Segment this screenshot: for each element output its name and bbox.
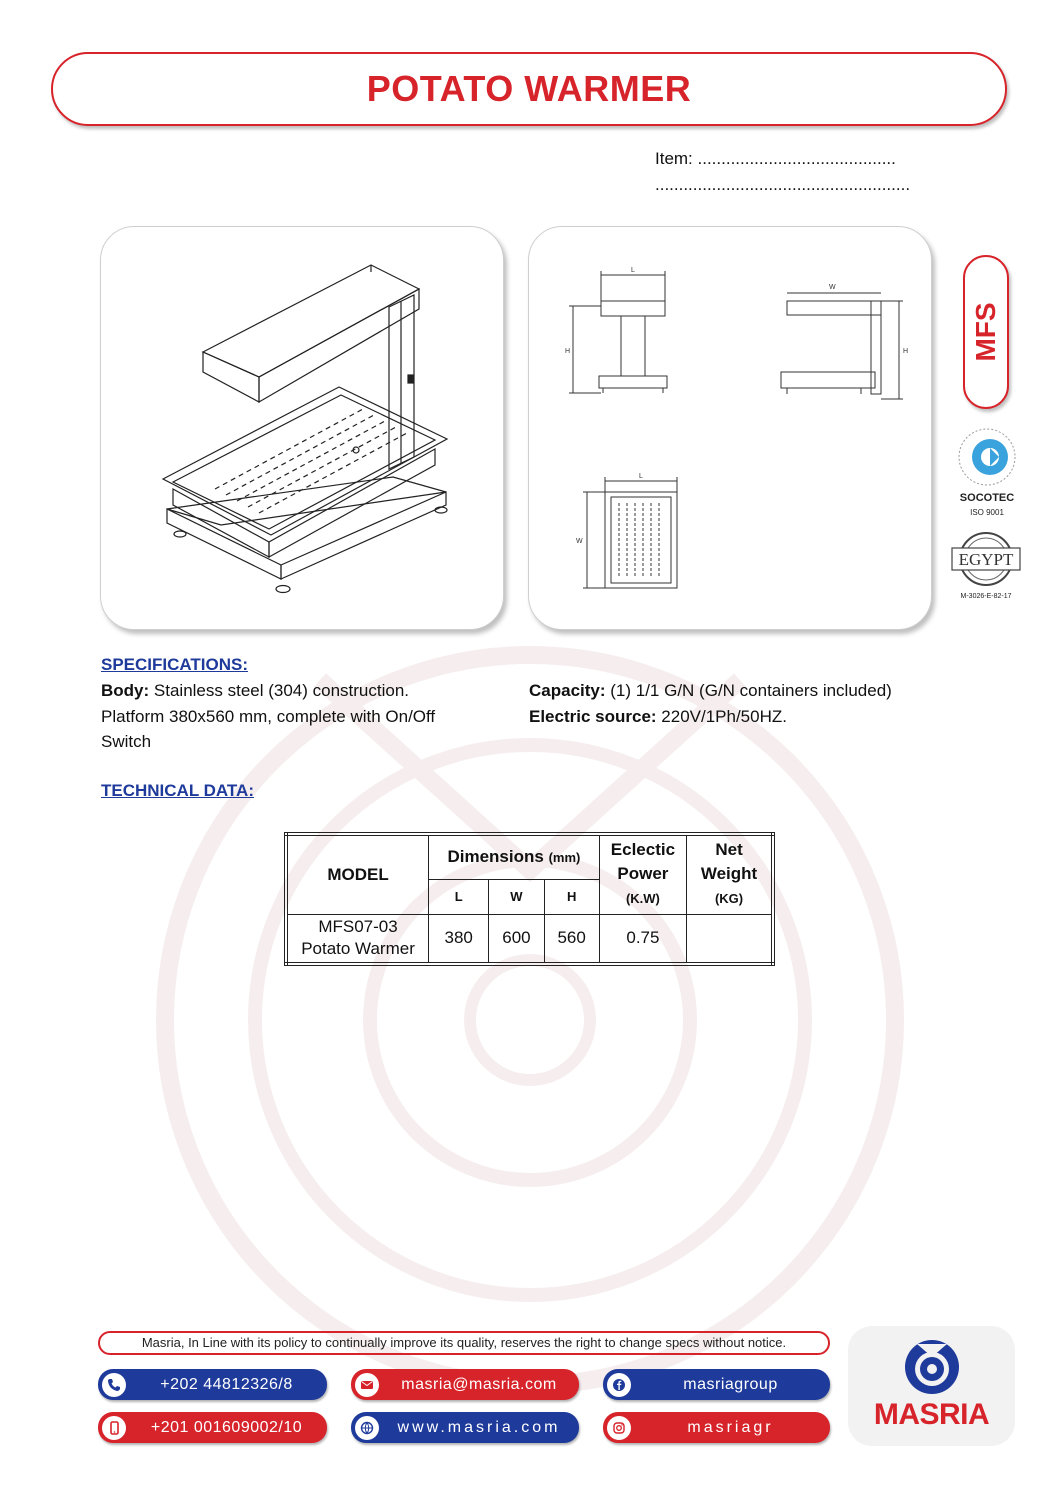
socotec-icon — [950, 425, 1024, 487]
item-field: Item: .......................................... — [655, 149, 896, 168]
page-title: POTATO WARMER — [366, 68, 692, 109]
capacity-label: Capacity: — [529, 681, 606, 700]
body-spec — [101, 678, 521, 755]
globe-icon — [355, 1416, 379, 1440]
item-field-continuation: ...................................................... — [655, 175, 911, 194]
egypt-label: EGYPT — [958, 550, 1014, 569]
potato-warmer-illustration — [101, 227, 505, 631]
email-address: masria@masria.com — [401, 1375, 557, 1393]
length-cell: 380 — [429, 914, 489, 964]
capacity-text: (1) 1/1 G/N (G/N containers included) — [605, 681, 892, 700]
col-dimensions: Dimensions (mm) — [429, 834, 600, 879]
instagram-icon — [607, 1416, 631, 1440]
col-l: L — [429, 879, 489, 914]
dim-label-w-side: W — [829, 284, 836, 291]
weight-cell — [687, 914, 773, 964]
col-model: MODEL — [286, 834, 429, 914]
power-cell: 0.75 — [599, 914, 686, 964]
series-code: MFS — [970, 302, 1001, 362]
phone-mobile-button[interactable] — [98, 1412, 327, 1443]
series-tab — [963, 255, 1009, 409]
col-w: W — [489, 879, 544, 914]
facebook-button[interactable] — [603, 1369, 830, 1400]
dim-label-l-front: L — [631, 267, 635, 274]
orthographic-drawings — [529, 227, 933, 631]
body-text-1: Stainless steel (304) construction. — [149, 681, 410, 700]
socotec-certificate — [950, 425, 1024, 517]
electric-label: Electric source: — [529, 706, 657, 726]
dim-label-h-side: H — [903, 348, 909, 355]
height-cell: 560 — [544, 914, 599, 964]
electric-text: 220V/1Ph/50HZ. — [656, 706, 787, 726]
technical-data-heading: TECHNICAL DATA: — [101, 781, 254, 800]
egypt-certificate — [948, 530, 1024, 600]
dim-label-w-top: W — [576, 538, 583, 545]
capacity-spec — [529, 678, 969, 729]
technical-data-table — [284, 832, 775, 966]
dim-label-l-top: L — [639, 473, 643, 480]
instagram-handle: masriagr — [687, 1418, 774, 1436]
phone-landline: +202 44812326/8 — [160, 1375, 293, 1393]
product-image-panel — [100, 226, 504, 630]
body-text-2: Platform 380x560 mm, complete with On/Off — [101, 706, 436, 726]
email-button[interactable] — [351, 1369, 579, 1400]
disclaimer-notice: Masria, In Line with its policy to continually improve its quality, reserves the right to change specs without notice. — [98, 1331, 830, 1355]
title-banner — [51, 52, 1007, 126]
table-row — [286, 914, 773, 964]
dim-label-h-front: H — [565, 348, 571, 355]
phone-icon — [102, 1373, 126, 1397]
masria-emblem-icon — [903, 1338, 961, 1396]
website-button[interactable] — [351, 1412, 579, 1443]
col-h: H — [544, 879, 599, 914]
iso-label: ISO 9001 — [970, 508, 1004, 517]
model-cell: MFS07-03 Potato Warmer — [286, 914, 429, 964]
body-text-3: Switch — [101, 732, 152, 751]
egypt-seal-icon — [948, 530, 1024, 588]
brand-name: MASRIA — [873, 1398, 990, 1431]
mobile-icon — [102, 1416, 126, 1440]
col-power: Eclectic Power (K.W) — [599, 834, 686, 914]
instagram-button[interactable] — [603, 1412, 830, 1443]
email-icon — [355, 1373, 379, 1397]
body-label: Body: — [101, 681, 150, 700]
orthographic-views-panel — [528, 226, 932, 630]
col-weight: Net Weight (KG) — [687, 834, 773, 914]
website-url: www.masria.com — [397, 1418, 561, 1436]
phone-landline-button[interactable] — [98, 1369, 327, 1400]
masria-logo — [848, 1326, 1015, 1446]
specifications-heading: SPECIFICATIONS: — [101, 655, 249, 674]
facebook-icon — [607, 1373, 631, 1397]
phone-mobile: +201 001609002/10 — [150, 1418, 303, 1436]
egypt-code: M-3026-E-82-17 — [960, 593, 1012, 600]
socotec-label: SOCOTEC — [959, 492, 1015, 504]
width-cell: 600 — [489, 914, 544, 964]
facebook-handle: masriagroup — [683, 1375, 778, 1393]
